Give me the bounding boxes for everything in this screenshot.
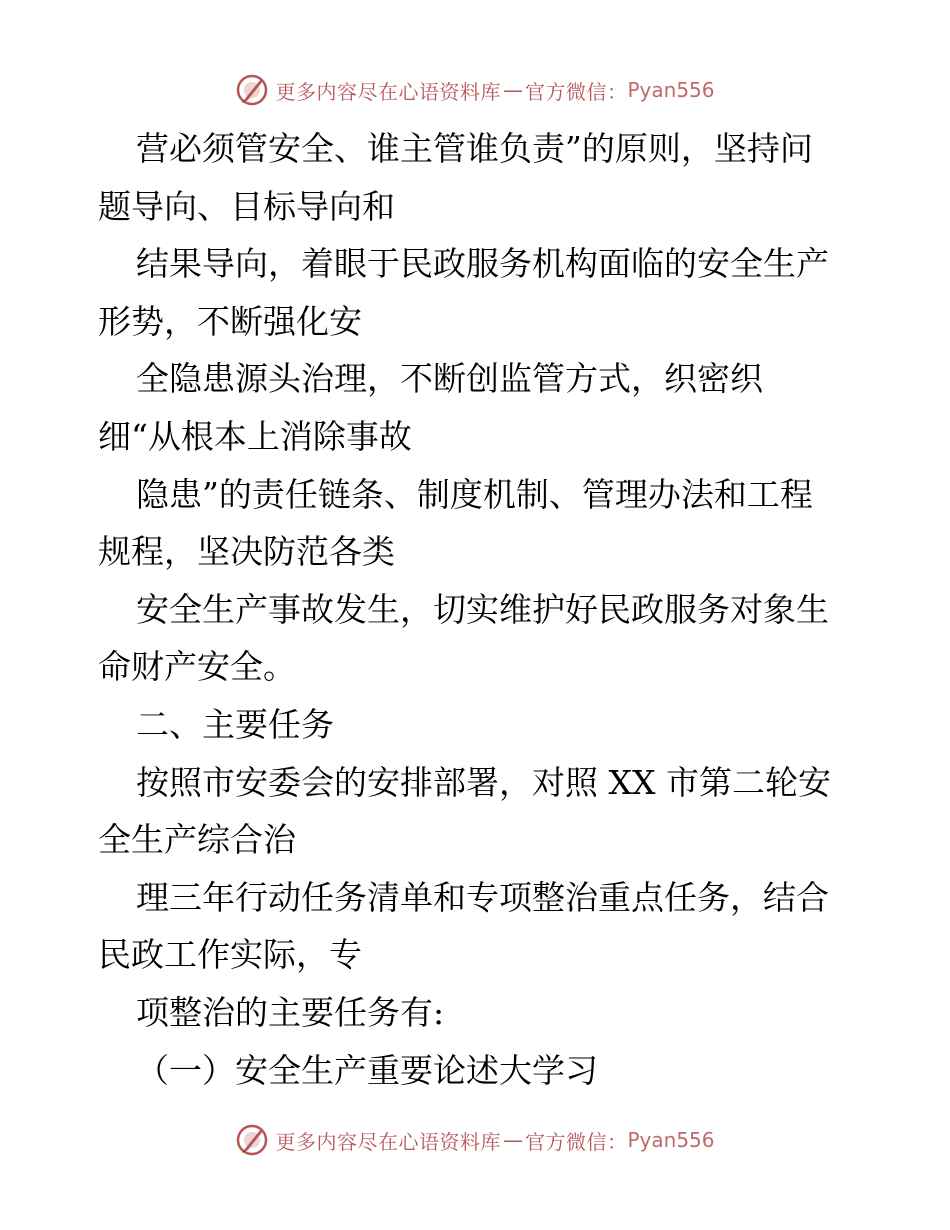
body-line: 安全生产事故发生，切实维护好民政服务对象生 [136,589,829,629]
body-line: 项整治的主要任务有: [136,992,445,1032]
watermark-wechat-label: 官方微信： [524,79,628,104]
watermark-wechat-id: Pyan556 [627,78,715,102]
body-line: 民政工作实际，专 [98,935,362,975]
body-line: 全生产综合治 [98,820,296,860]
body-line: 细“从根本上消除事故 [98,416,412,456]
header-watermark [0,70,950,110]
body-line: 命财产安全。 [98,647,296,687]
body-line: 理三年行动任务清单和专项整治重点任务，结合 [136,877,829,917]
body-line: 结果导向，着眼于民政服务机构面临的安全生产 [136,244,829,284]
watermark-site-text: 更多内容尽在心语资料库 [275,1129,501,1154]
footer-watermark [0,1120,950,1160]
body-line: 形势，不断强化安 [98,301,362,341]
body-line: 规程，坚决防范各类 [98,532,395,572]
quill-logo-icon [235,73,269,107]
body-line: 全隐患源头治理，不断创监管方式，织密织 [136,359,763,399]
watermark-site-text: 更多内容尽在心语资料库 [275,79,501,104]
body-line: 营必须管安全、谁主管谁负责”的原则，坚持问 [136,129,813,168]
subsection-heading: （一）安全生产重要论述大学习 [136,1050,598,1090]
quill-logo-icon [235,1123,269,1157]
body-line: 题导向、目标导向和 [98,186,395,226]
body-line: 按照市安委会的安排部署，对照 XX 市第二轮安 [136,762,831,802]
body-line: 隐患”的责任链条、制度机制、管理办法和工程 [136,474,813,514]
watermark-separator: — [502,78,523,102]
watermark-wechat-id: Pyan556 [627,1128,715,1152]
watermark-separator: — [502,1128,523,1152]
document-body [98,120,858,1099]
section-heading: 二、主要任务 [136,704,334,744]
watermark-wechat-label: 官方微信： [524,1129,628,1154]
